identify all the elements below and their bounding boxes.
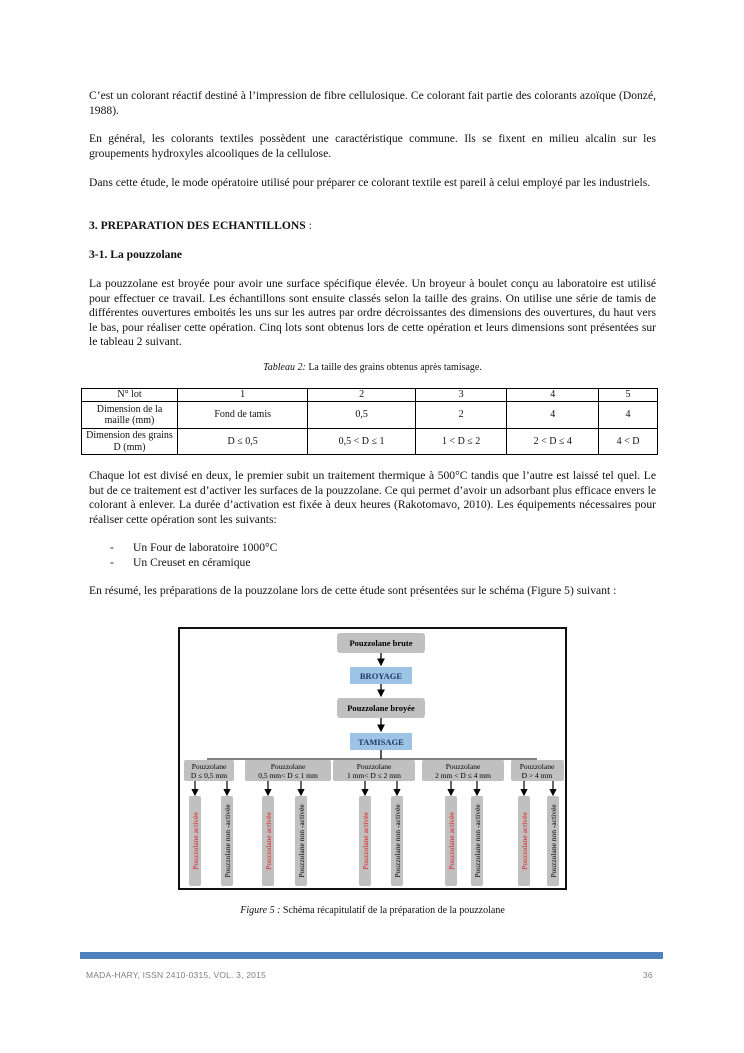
section-heading-3: [89, 219, 312, 232]
figure-5-diagram: [178, 627, 567, 890]
raw-pouzzolane-label: Pouzzolane brute: [349, 638, 413, 648]
activated-label: Pouzzolane activée: [264, 812, 273, 870]
footer-divider-bar: [80, 952, 663, 959]
activated-label: Pouzzolane activée: [191, 812, 200, 870]
tamisage-step-label: TAMISAGE: [358, 737, 404, 747]
lot-4-line2: 2 mm < D ≤ 4 mm: [435, 771, 491, 780]
lot-1-line1: Pouzzolane: [191, 762, 227, 771]
table-2-caption-text: La taille des grains obtenus après tamisage.: [305, 362, 482, 373]
table-cell: D ≤ 0,5: [178, 429, 308, 455]
table-cell: 4: [599, 402, 658, 429]
table-cell: 0,5 < D ≤ 1: [308, 429, 415, 455]
paragraph-colorants-textiles: En général, les colorants textiles possèdent une caractéristique commune. Ils se fixent en milieu alcalin sur les groupements hydroxyles alcooliques de la cellulose.: [89, 132, 656, 160]
non-activated-label: Pouzzolane non -activée: [223, 804, 232, 878]
footer-journal: MADA-HARY, ISSN 2410-0315, VOL. 3, 2015: [86, 970, 266, 980]
lot-3-line1: Pouzzolane: [356, 762, 392, 771]
non-activated-label: Pouzzolane non -activée: [393, 804, 402, 878]
lot-3-line2: 1 mm< D ≤ 2 mm: [347, 771, 401, 780]
table-cell: 2 < D ≤ 4: [507, 429, 599, 455]
lot-4-line1: Pouzzolane: [445, 762, 481, 771]
table-row: [82, 389, 658, 402]
table-cell: 3: [415, 389, 507, 402]
section-heading-3-colon: :: [305, 219, 312, 232]
table-cell: Fond de tamis: [178, 402, 308, 429]
subsection-heading-3-1: 3-1. La pouzzolane: [89, 248, 183, 261]
table-cell: 1 < D ≤ 2: [415, 429, 507, 455]
table-cell: 0,5: [308, 402, 415, 429]
activated-label: Pouzzolane activée: [447, 812, 456, 870]
paragraph-pouzzolane-broyee: La pouzzolane est broyée pour avoir une surface spécifique élevée. Un broyeur à boulet conçu au laboratoire est utilisé pour effectuer ce travail. Les échantillons sont ensuite classés selon la taille des grains. On utilise une série de tamis de différentes ouvertures emboités les uns sur les autres par ordre décroissantes des dimensions des ouvertures, du haut vers le bas, pour réaliser cette opération. Cinq lots sont obtenus lors de cette opération et leurs dimensions sont présentées sur le tableau 2 suivant.: [89, 277, 656, 349]
table-2-caption: [89, 362, 656, 373]
table-cell: 5: [599, 389, 658, 402]
table-cell: 1: [178, 389, 308, 402]
non-activated-label: Pouzzolane non -activée: [297, 804, 306, 878]
table-row: [82, 429, 658, 455]
equipment-list: [110, 541, 277, 570]
lot-1-line2: D ≤ 0,5 mm: [190, 771, 228, 780]
activated-label: Pouzzolane activée: [520, 812, 529, 870]
list-item: - Un Creuset en céramique: [110, 556, 277, 571]
paragraph-resume: En résumé, les préparations de la pouzzolane lors de cette étude sont présentées sur le schéma (Figure 5) suivant :: [89, 584, 617, 597]
non-activated-label: Pouzzolane non -activée: [473, 804, 482, 878]
table-cell: 4: [507, 389, 599, 402]
table-cell: 2: [415, 402, 507, 429]
activated-label: Pouzzolane activée: [361, 812, 370, 870]
section-heading-3-text: 3. PREPARATION DES ECHANTILLONS: [89, 219, 306, 232]
crushed-pouzzolane-label: Pouzzolane broyée: [347, 703, 415, 713]
figure-5-svg: [180, 629, 565, 888]
paragraph-traitement-thermique: Chaque lot est divisé en deux, le premier subit un traitement thermique à 500°C tandis que l’autre est laissé tel quel. Le but de ce traitement est d’activer les surfaces de la pouzzolane. Ce qui permet d’avoir un adsorbant plus efficace envers le colorant à enlever. La durée d’activation est fixée à deux heures (Rakotomavo, 2010). Les équipements nécessaires pour réaliser cette opération sont les suivants:: [89, 469, 656, 526]
table-cell: 4: [507, 402, 599, 429]
table-cell: Dimension de la maille (mm): [82, 402, 178, 429]
list-item: - Un Four de laboratoire 1000°C: [110, 541, 277, 556]
lot-5-line2: D > 4 mm: [521, 771, 553, 780]
footer-page-number: 36: [643, 970, 653, 980]
table-cell: 4 < D: [599, 429, 658, 455]
table-cell: N° lot: [82, 389, 178, 402]
table-2-caption-label: Tableau 2:: [263, 362, 306, 373]
non-activated-label: Pouzzolane non -activée: [549, 804, 558, 878]
broyage-step-label: BROYAGE: [359, 671, 403, 681]
figure-5-caption: [89, 905, 656, 916]
table-cell: 2: [308, 389, 415, 402]
lot-2-line2: 0,5 mm< D ≤ 1 mm: [258, 771, 318, 780]
table-cell: Dimension des grains D (mm): [82, 429, 178, 455]
table-row: [82, 402, 658, 429]
paragraph-mode-operatoire: Dans cette étude, le mode opératoire utilisé pour préparer ce colorant textile est pareil à celui employé par les industriels.: [89, 176, 651, 189]
figure-5-caption-label: Figure 5 :: [240, 905, 281, 916]
figure-5-caption-text: Schéma récapitulatif de la préparation de la pouzzolane: [280, 905, 505, 916]
lot-5-line1: Pouzzolane: [519, 762, 555, 771]
paragraph-colorant-reactif: C’est un colorant réactif destiné à l’impression de fibre cellulosique. Ce colorant fait partie des colorants azoïque (Donzé, 1988).: [89, 89, 656, 117]
lot-2-line1: Pouzzolane: [270, 762, 306, 771]
grain-size-table: [81, 388, 658, 455]
